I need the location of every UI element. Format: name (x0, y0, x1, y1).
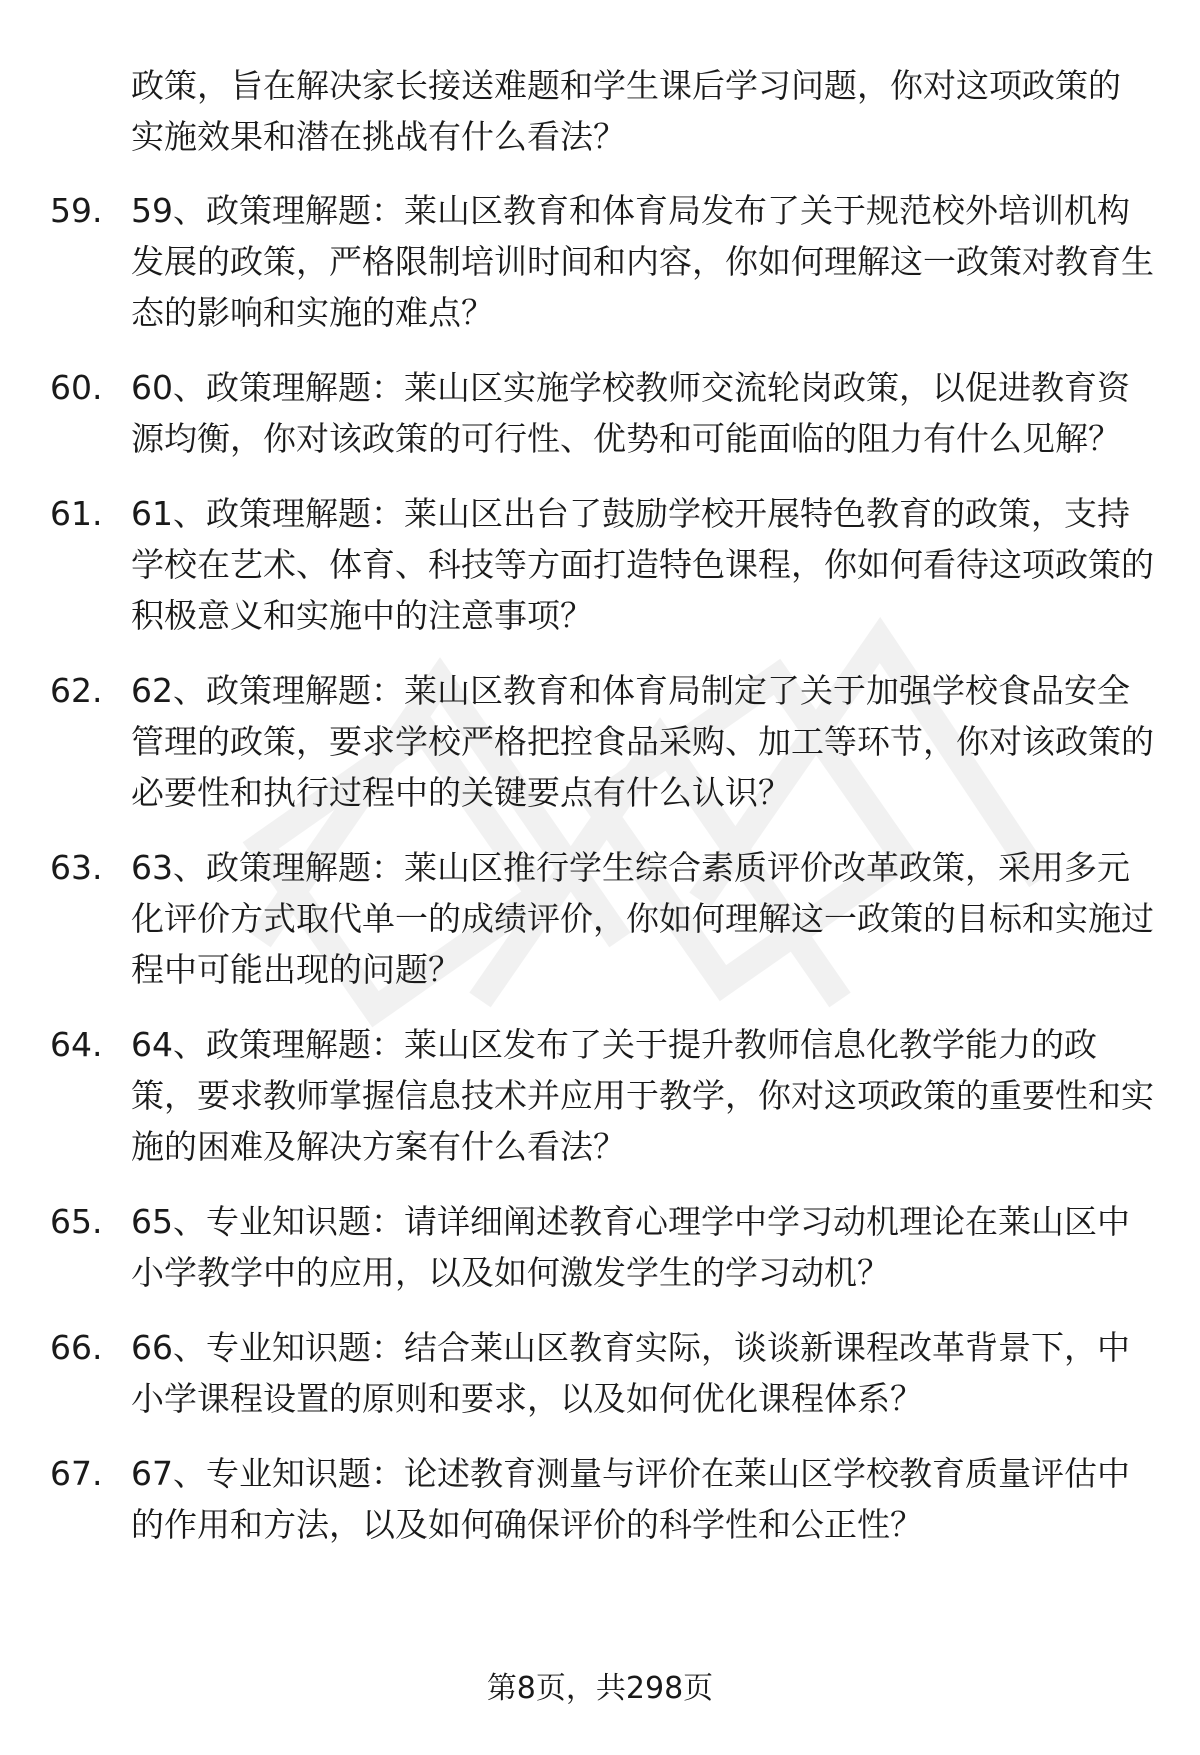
question-item-64 (50, 1019, 1160, 1172)
question-item-59 (50, 185, 1160, 338)
question-number: 60. (50, 368, 103, 407)
question-number: 67. (50, 1454, 103, 1493)
continued-question-text: 政策，旨在解决家长接送难题和学生课后学习问题，你对这项政策的实施效果和潜在挑战有什么看法？ (131, 66, 1121, 156)
question-text: 67、专业知识题：论述教育测量与评价在莱山区学校教育质量评估中的作用和方法，以及如何确保评价的科学性和公正性？ (131, 1454, 1130, 1544)
question-text: 65、专业知识题：请详细阐述教育心理学中学习动机理论在莱山区中小学教学中的应用，以及如何激发学生的学习动机？ (131, 1202, 1130, 1292)
question-item-61 (50, 488, 1160, 641)
question-text: 66、专业知识题：结合莱山区教育实际，谈谈新课程改革背景下，中小学课程设置的原则和要求，以及如何优化课程体系？ (131, 1328, 1130, 1418)
question-text: 59、政策理解题：莱山区教育和体育局发布了关于规范校外培训机构发展的政策，严格限制培训时间和内容，你如何理解这一政策对教育生态的影响和实施的难点？ (131, 191, 1154, 332)
question-text: 64、政策理解题：莱山区发布了关于提升教师信息化教学能力的政策，要求教师掌握信息技术并应用于教学，你对这项政策的重要性和实施的困难及解决方案有什么看法？ (131, 1025, 1154, 1166)
question-number: 61. (50, 494, 103, 533)
question-number: 63. (50, 848, 103, 887)
question-text: 63、政策理解题：莱山区推行学生综合素质评价改革政策，采用多元化评价方式取代单一的成绩评价，你如何理解这一政策的目标和实施过程中可能出现的问题？ (131, 848, 1154, 989)
question-item-65 (50, 1196, 1160, 1298)
question-item-63 (50, 842, 1160, 995)
question-number: 65. (50, 1202, 103, 1241)
question-number: 59. (50, 191, 103, 230)
question-number: 62. (50, 671, 103, 710)
question-text: 60、政策理解题：莱山区实施学校教师交流轮岗政策，以促进教育资源均衡，你对该政策的可行性、优势和可能面临的阻力有什么见解？ (131, 368, 1130, 458)
question-item-60 (50, 362, 1160, 464)
question-item-66 (50, 1322, 1160, 1424)
page-number-footer: 第8页，共298页 (486, 1671, 714, 1706)
question-number: 66. (50, 1328, 103, 1367)
question-text: 61、政策理解题：莱山区出台了鼓励学校开展特色教育的政策，支持学校在艺术、体育、科技等方面打造特色课程，你如何看待这项政策的积极意义和实施中的注意事项？ (131, 494, 1154, 635)
question-item-62 (50, 665, 1160, 818)
question-number: 64. (50, 1025, 103, 1064)
question-list (50, 185, 1160, 1574)
question-text: 62、政策理解题：莱山区教育和体育局制定了关于加强学校食品安全管理的政策，要求学校严格把控食品采购、加工等环节，你对该政策的必要性和执行过程中的关键要点有什么认识？ (131, 671, 1154, 812)
question-item-67 (50, 1448, 1160, 1550)
